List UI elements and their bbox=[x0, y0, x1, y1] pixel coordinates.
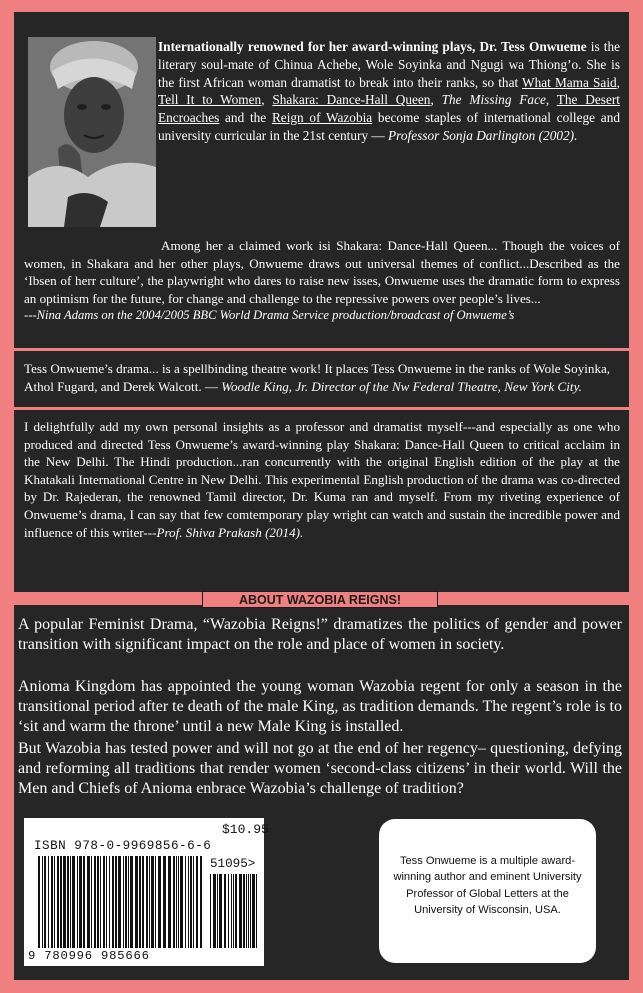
quote-prakash bbox=[24, 418, 620, 541]
divider bbox=[14, 348, 629, 351]
quote-text: I delightfully add my own personal insights as a professor and dramatist myself---and especially as one who produced and directed Tess Onwueme’s award-winning play Shakara: Dance-Hall Queen to critical acclaim in the New Delhi. The Hindi production...ran concurrently with the original English edition of the play at the Khatakali International Centre in New Delhi. This experimental English production of the drama was co-directed by Dr. Rajederan, the renowned Tamil director, Dr. Kuma ran and myself. From my riveting experience of Onwueme’s drama, I can say that few comtemporary play wright can watch and sustain the incredible power and influence of this writer--- bbox=[24, 419, 620, 540]
isbn: ISBN 978-0-9969856-6-6 bbox=[34, 839, 212, 853]
play-title: The Desert Encroaches bbox=[158, 92, 620, 126]
barcode bbox=[24, 818, 269, 966]
separator: , bbox=[261, 92, 273, 108]
quote-darlington bbox=[158, 38, 620, 145]
barcode-addon-number: 51095> bbox=[210, 857, 256, 871]
quote-attribution: ---Nina Adams on the 2004/2005 BBC World Drama Service production/broadcast of Onwueme’s bbox=[24, 308, 515, 323]
barcode-number: 9 780996 985666 bbox=[28, 949, 150, 963]
quote-attribution: Prof. Shiva Prakash (2014). bbox=[156, 524, 304, 540]
content-panel bbox=[14, 12, 629, 980]
quote-text: is the literary soul-mate of Chinua Achebe, Wole Soyinka and Ngugi wa Thiong’o. She is the first African woman dramatist to break into their ranks, so that bbox=[158, 39, 620, 90]
author-photo bbox=[28, 37, 156, 227]
author-bio-box bbox=[379, 819, 596, 963]
quote-text: become staples of international college and university curricular in the 21st century — bbox=[158, 110, 620, 143]
play-title: What Mama Said bbox=[522, 74, 617, 90]
about-paragraph-2: Anioma Kingdom has appointed the young woman Wazobia regent for only a season in the transitional period after te death of the male King, as tradition demands. The regent’s role is to ‘sit and warm the throne’ until a new Male King is installed. bbox=[18, 678, 622, 735]
play-title: Reign of Wazobia bbox=[271, 110, 373, 126]
about-paragraph-3: But Wazobia has tested power and will not go at the end of her regency– questioning, defying and reforming all traditions that render women ‘second-class citizens’ in their world. Will the Men and Chiefs of Anioma enbrace Wazobia’s challenge of tradition? bbox=[18, 740, 622, 797]
quote-lead: Internationally renowned for her award-winning plays, Dr. Tess Onwueme bbox=[158, 39, 587, 54]
quote-attribution: Professor Sonja Darlington (2002). bbox=[388, 127, 578, 143]
quote-text: Among her a claimed work isi Shakara: Dance-Hall Queen... Though the voices of women, in Shakara and her other plays, Onwueme draws out universal themes of conflict...Described as the ‘Ibsen of herr culture’, the playwright who dares to raise new isses, Onwueme uses the dramatic form to express an optimism for the future, for change and challenge to the repressive powers over people’s lives... bbox=[24, 238, 620, 306]
quote-text: and the bbox=[219, 110, 272, 126]
barcode-bars-icon bbox=[24, 818, 264, 966]
author-portrait-icon bbox=[28, 37, 156, 227]
separator: , bbox=[430, 92, 442, 108]
quote-attribution: Woodle King, Jr. Director of the Nw Federal Theatre, New York City. bbox=[221, 378, 582, 394]
price: $10.95 bbox=[222, 822, 269, 837]
quote-king bbox=[24, 360, 620, 395]
play-title: Tell It to Women bbox=[158, 92, 262, 108]
about-paragraph-1: A popular Feminist Drama, “Wazobia Reigns!” dramatizes the politics of gender and power transition with significant impact on the role and place of women in society. bbox=[18, 616, 622, 653]
section-heading: ABOUT WAZOBIA REIGNS! bbox=[202, 591, 438, 608]
quote-text: Tess Onwueme’s drama... is a spellbinding theatre work! It places Tess Onwueme in the ranks of Wole Soyinka, Athol Fugard, and Derek Walcott. — bbox=[24, 361, 611, 394]
separator: , bbox=[545, 92, 557, 108]
author-bio: Tess Onwueme is a multiple award-winning author and eminent University Professor of Global Letters at the University of Wisconsin, USA. bbox=[393, 855, 582, 917]
divider bbox=[14, 407, 629, 410]
quote-adams bbox=[24, 237, 620, 325]
play-title: Shakara: Dance-Hall Queen bbox=[272, 92, 431, 108]
separator: , bbox=[616, 74, 620, 90]
play-title: The Missing Face bbox=[441, 92, 546, 108]
